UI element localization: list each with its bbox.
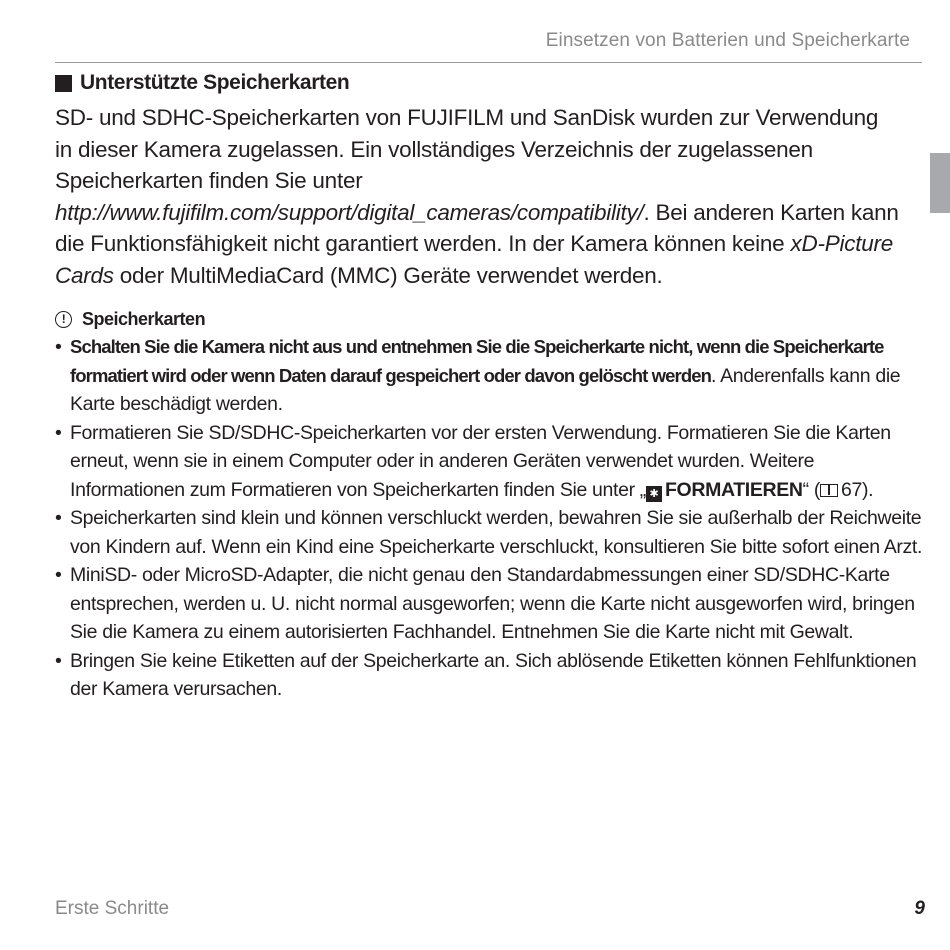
- list-item-text: Speicherkarten sind klein und können verschluckt werden, bewahren Sie sie außerhalb der Reichweite von Kindern auf. Wenn ein Kind eine Speicherkarte verschluckt, konsultieren Sie bitte sofort einen Arzt.: [70, 507, 923, 558]
- footer-section-name: Erste Schritte: [55, 898, 170, 919]
- quote-open: „: [639, 478, 646, 501]
- square-bullet-icon: [55, 75, 72, 92]
- compatibility-url: http://www.fujifilm.com/support/digital_cameras/compatibility/: [55, 199, 644, 225]
- intro-paragraph: [55, 102, 900, 291]
- bullet-icon: •: [55, 649, 62, 672]
- list-item: [55, 647, 925, 704]
- caution-heading-text: Speicherkarten: [82, 309, 206, 329]
- menu-item-formatieren: FORMATIEREN: [664, 478, 803, 501]
- bullet-icon: •: [55, 564, 62, 586]
- section-heading-text: Unterstützte Speicherkarten: [80, 71, 350, 94]
- ref-close: ).: [862, 478, 874, 501]
- caution-icon: !: [55, 311, 72, 328]
- page-reference: 67: [841, 478, 863, 501]
- caution-list: [55, 333, 925, 704]
- running-header: Einsetzen von Batterien und Speicherkarte: [545, 30, 910, 51]
- caution-heading: [55, 309, 925, 330]
- bullet-icon: •: [55, 507, 62, 529]
- list-item-text: MiniSD- oder MicroSD-Adapter, die nicht genau den Standardabmessungen einer SD/SDHC-Karte entsprechen, werden u. U. nicht normal ausgeworfen; wenn die Karte nicht ausgeworfen wird, bringen Sie die Kamera zu einem autorisierten Fachhandel. Entnehmen Sie die Karte nicht mit Gewalt.: [70, 564, 915, 643]
- list-item: [55, 561, 925, 647]
- intro-text-3: oder MultiMediaCard (MMC) Geräte verwendet werden.: [113, 262, 663, 288]
- list-item-text: Formatieren Sie SD/SDHC-Speicherkarten vor der ersten Verwendung. Formatieren Sie die Karten erneut, wenn sie in einem Computer oder in anderen Geräten verwendet wurden. Weitere Informationen zum Formatieren von Speicherkarten finden Sie unter: [70, 421, 891, 501]
- warning-bold-text: Schalten Sie die Kamera nicht aus und entnehmen Sie die Speicherkarte nicht, wenn die Speicherkarte formatiert wird oder wenn Daten darauf gespeichert oder davon gelöscht werden: [70, 336, 884, 386]
- xd-picture-cards-label: xD-Picture Cards: [55, 231, 893, 288]
- quote-close: “ (: [802, 478, 821, 501]
- header-divider: [55, 62, 922, 63]
- setup-menu-icon: ✱: [646, 486, 662, 502]
- list-item: [55, 504, 925, 561]
- list-item-text: Bringen Sie keine Etiketten auf der Speicherkarte an. Sich ablösende Etiketten können Fehlfunktionen der Kamera verursachen.: [70, 649, 917, 700]
- chapter-thumb-tab: [930, 153, 950, 213]
- caution-box: [55, 309, 925, 704]
- bullet-icon: •: [55, 421, 62, 444]
- intro-text-2: . Bei anderen Karten kann die Funktionsfähigkeit nicht garantiert werden. In der Kamera können keine: [55, 199, 899, 256]
- book-icon: [820, 484, 838, 497]
- bullet-icon: •: [55, 336, 62, 358]
- list-item-text: . Anderenfalls kann die Karte beschädigt werden.: [70, 364, 901, 415]
- list-item: [55, 419, 925, 505]
- page-number: 9: [914, 898, 925, 919]
- list-item: [55, 333, 925, 419]
- section-heading: [55, 71, 349, 95]
- intro-text-1: SD- und SDHC-Speicherkarten von FUJIFILM und SanDisk wurden zur Verwendung in dieser Kamera zugelassen. Ein vollständiges Verzeichnis der zugelassenen Speicherkarten finden Sie unter: [55, 105, 879, 193]
